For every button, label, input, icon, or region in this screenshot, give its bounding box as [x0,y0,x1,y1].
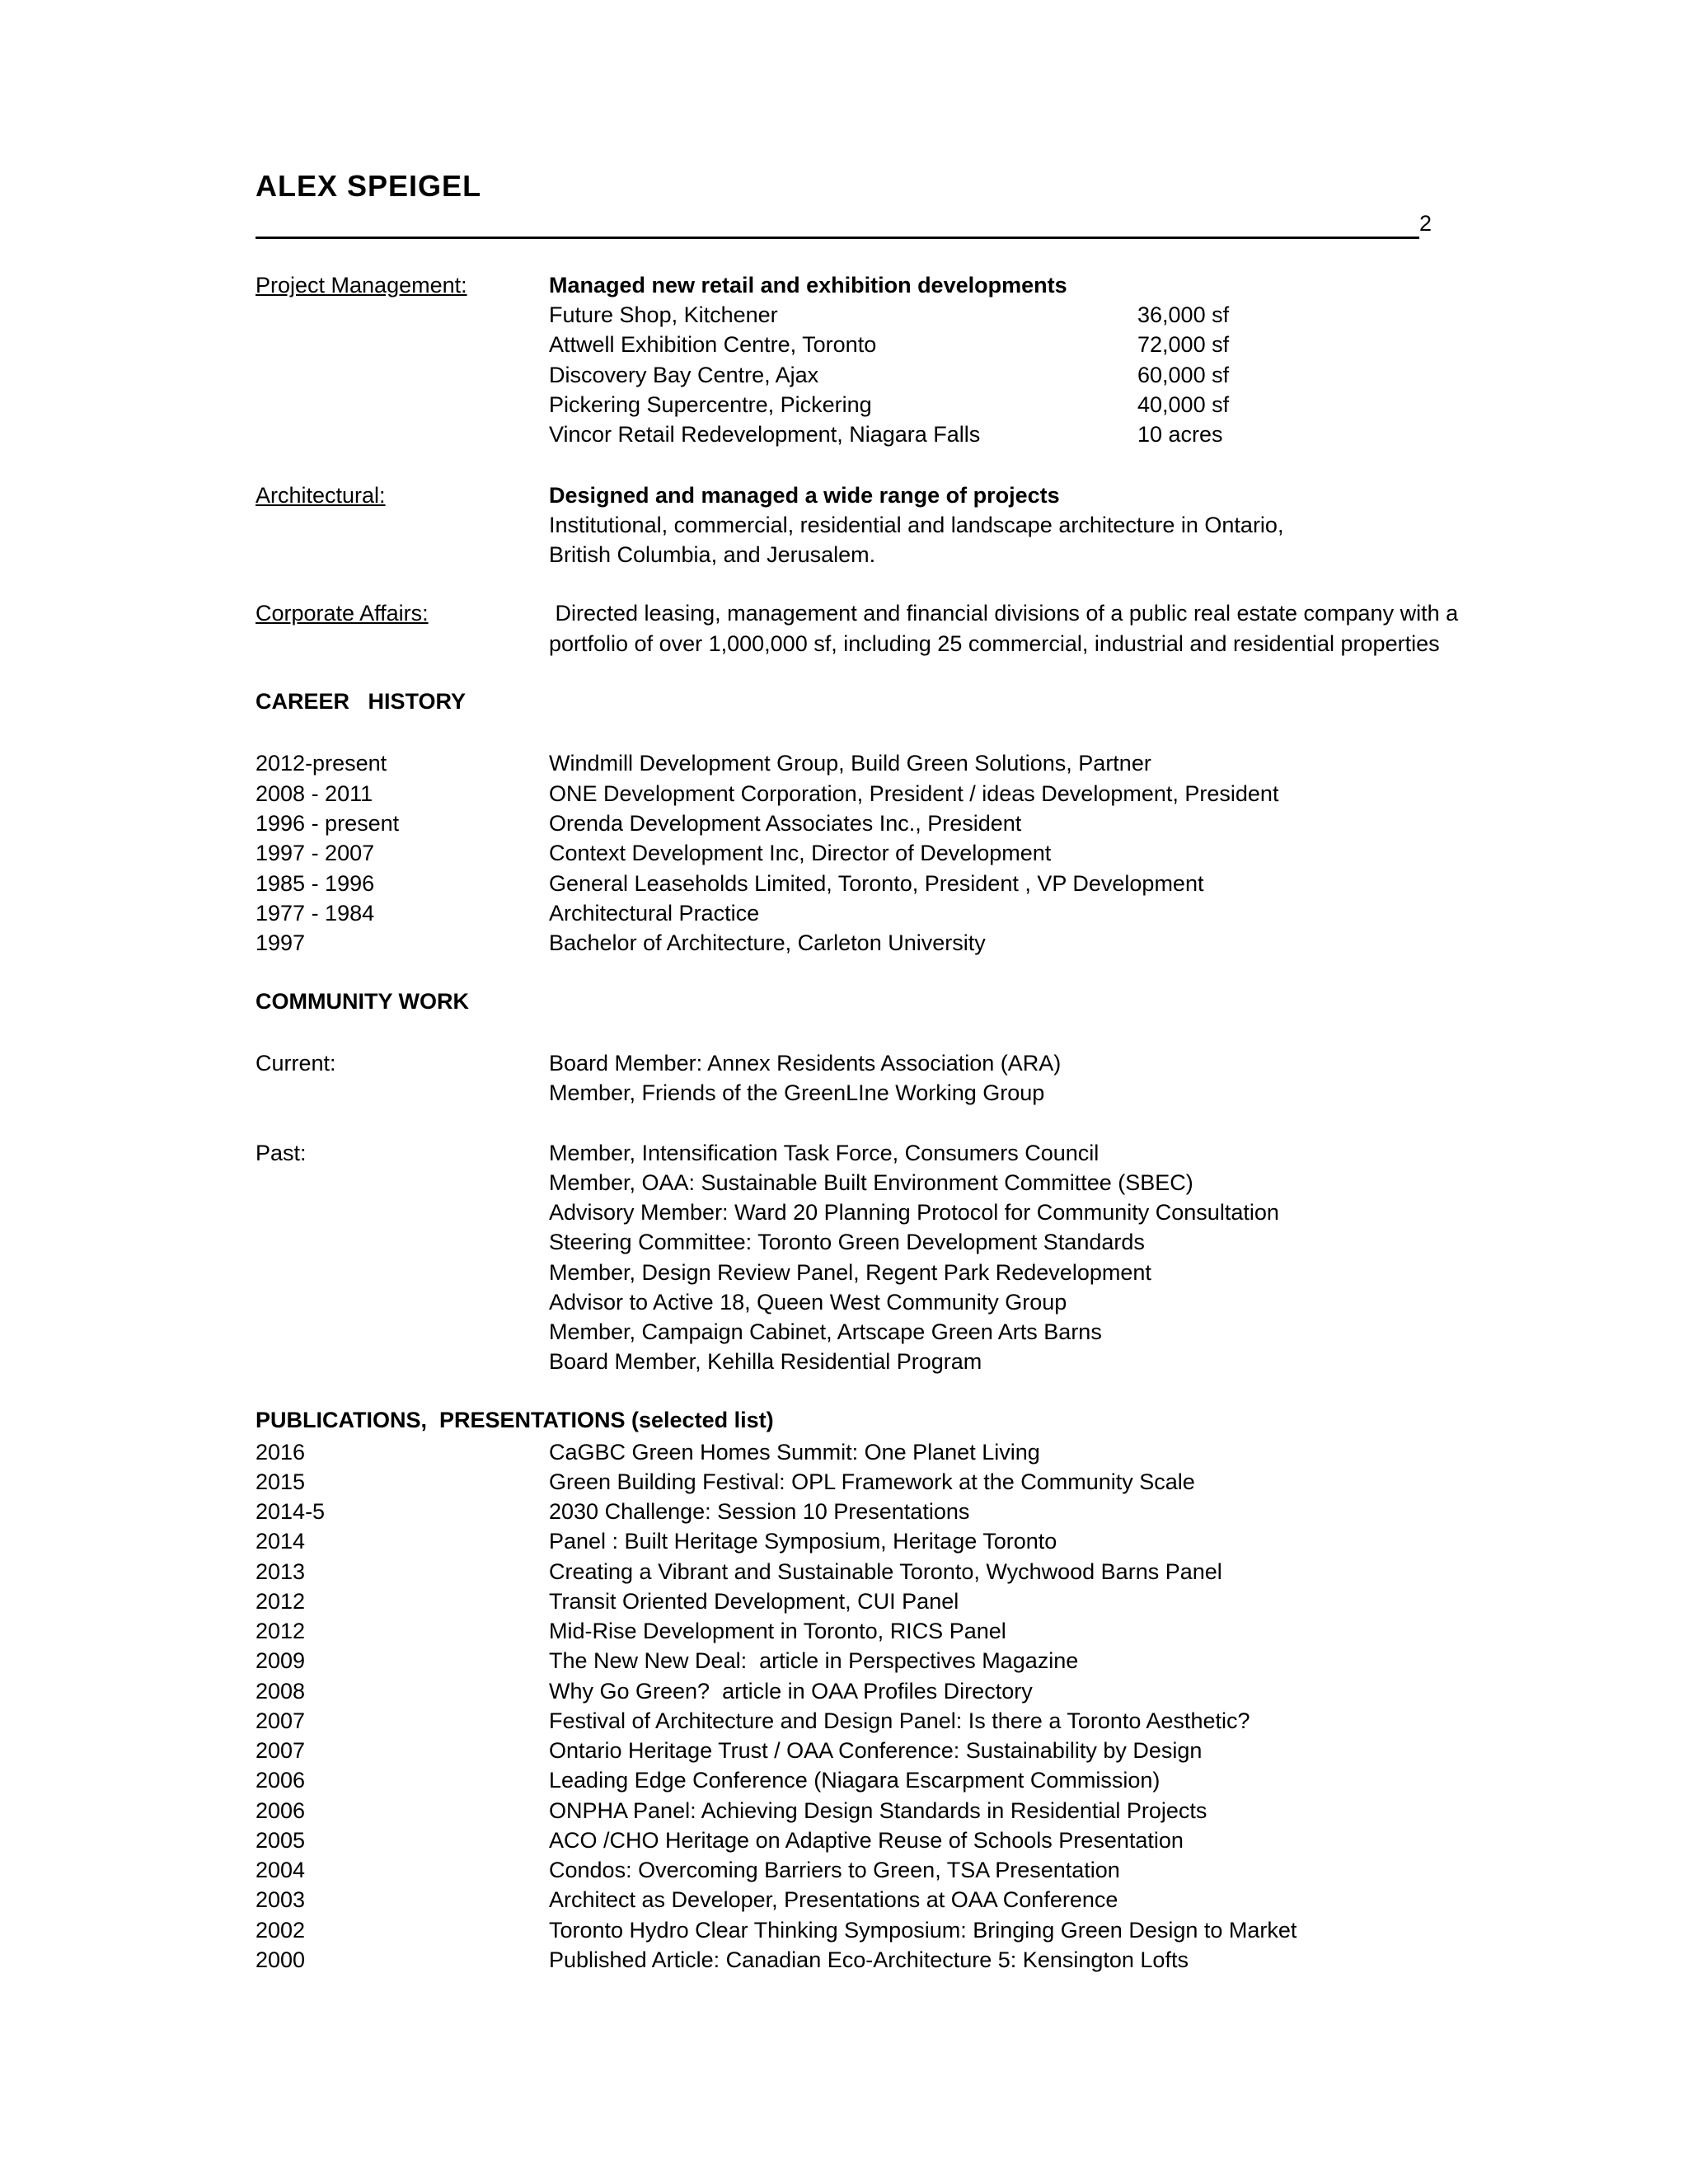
publication-title: 2030 Challenge: Session 10 Presentations [549,1499,970,1524]
publication-year: 2006 [256,1768,306,1793]
career-years: 1996 - present [256,811,400,836]
publication-title: Why Go Green? article in OAA Profiles Directory [549,1679,1033,1704]
publication-title: Creating a Vibrant and Sustainable Toronto, Wychwood Barns Panel [549,1559,1222,1584]
project-item: Attwell Exhibition Centre, Toronto [549,332,877,357]
community-current-label: Current: [256,1051,336,1076]
corporate-affairs-line: Directed leasing, management and financial divisions of a public real estate company with a [549,601,1459,626]
community-past-item: Advisory Member: Ward 20 Planning Protocol for Community Consultation [549,1200,1279,1225]
architectural-line: Institutional, commercial, residential and landscape architecture in Ontario, [549,513,1284,537]
project-item: Vincor Retail Redevelopment, Niagara Falls [549,422,981,447]
publication-title: Green Building Festival: OPL Framework at the Community Scale [549,1469,1195,1494]
publication-year: 2000 [256,1947,306,1972]
publication-year: 2008 [256,1679,306,1704]
architectural-label: Architectural: [256,483,386,508]
career-description: Windmill Development Group, Build Green Solutions, Partner [549,751,1151,776]
publication-title: Condos: Overcoming Barriers to Green, TSA Presentation [549,1858,1120,1882]
community-work-heading: COMMUNITY WORK [256,989,469,1014]
resume-name: ALEX SPEIGEL [256,169,482,203]
career-years: 1997 [256,930,306,955]
publication-title: ACO /CHO Heritage on Adaptive Reuse of Schools Presentation [549,1828,1184,1853]
community-past-item: Member, OAA: Sustainable Built Environment Committee (SBEC) [549,1170,1193,1195]
publication-title: Mid-Rise Development in Toronto, RICS Panel [549,1619,1006,1643]
project-item: Pickering Supercentre, Pickering [549,392,872,417]
project-item-size: 36,000 sf [1137,302,1230,327]
publication-year: 2009 [256,1648,306,1673]
career-description: Context Development Inc, Director of Development [549,841,1052,865]
publication-year: 2012 [256,1619,306,1643]
publication-year: 2007 [256,1708,306,1733]
publication-year: 2005 [256,1828,306,1853]
corporate-affairs-line: portfolio of over 1,000,000 sf, including 25 commercial, industrial and residential properties [549,631,1440,656]
publication-title: CaGBC Green Homes Summit: One Planet Living [549,1440,1040,1465]
publications-heading: PUBLICATIONS, PRESENTATIONS (selected list) [256,1408,774,1432]
publication-title: ONPHA Panel: Achieving Design Standards in Residential Projects [549,1798,1207,1823]
community-past-item: Steering Committee: Toronto Green Development Standards [549,1230,1145,1254]
publication-title: Festival of Architecture and Design Panel: Is there a Toronto Aesthetic? [549,1708,1250,1733]
project-item: Future Shop, Kitchener [549,302,778,327]
career-years: 1997 - 2007 [256,841,375,865]
community-past-label: Past: [256,1141,307,1165]
publication-year: 2015 [256,1469,306,1494]
publication-year: 2004 [256,1858,306,1882]
publication-title: Published Article: Canadian Eco-Architecture 5: Kensington Lofts [549,1947,1189,1972]
publication-title: Ontario Heritage Trust / OAA Conference: Sustainability by Design [549,1738,1203,1763]
career-years: 1985 - 1996 [256,871,375,896]
publication-title: Panel : Built Heritage Symposium, Heritage Toronto [549,1529,1057,1554]
project-item-size: 10 acres [1137,422,1223,447]
publication-year: 2014 [256,1529,306,1554]
publication-year: 2003 [256,1887,306,1912]
project-item-size: 60,000 sf [1137,363,1230,387]
publication-year: 2006 [256,1798,306,1823]
header-rule [256,237,1419,239]
publication-title: Architect as Developer, Presentations at OAA Conference [549,1887,1118,1912]
publication-title: The New New Deal: article in Perspectives Magazine [549,1648,1079,1673]
page-number: 2 [1419,211,1432,236]
publication-year: 2014-5 [256,1499,326,1524]
career-years: 2008 - 2011 [256,781,373,806]
project-item-size: 72,000 sf [1137,332,1230,357]
career-description: ONE Development Corporation, President / ideas Development, President [549,781,1279,806]
architectural-line: British Columbia, and Jerusalem. [549,542,876,567]
career-history-heading: CAREER HISTORY [256,689,467,714]
community-current-item: Board Member: Annex Residents Association (ARA) [549,1051,1062,1076]
career-years: 2012-present [256,751,387,776]
community-past-item: Advisor to Active 18, Queen West Community Group [549,1290,1067,1315]
community-past-item: Board Member, Kehilla Residential Program [549,1349,982,1374]
community-past-item: Member, Design Review Panel, Regent Park Redevelopment [549,1260,1151,1285]
career-years: 1977 - 1984 [256,901,375,926]
publication-year: 2016 [256,1440,306,1465]
publication-title: Transit Oriented Development, CUI Panel [549,1589,959,1614]
publication-year: 2012 [256,1589,306,1614]
publication-title: Leading Edge Conference (Niagara Escarpment Commission) [549,1768,1160,1793]
career-description: General Leaseholds Limited, Toronto, President , VP Development [549,871,1204,896]
career-description: Bachelor of Architecture, Carleton University [549,930,986,955]
project-management-heading: Managed new retail and exhibition developments [549,273,1067,298]
publication-title: Toronto Hydro Clear Thinking Symposium: Bringing Green Design to Market [549,1918,1297,1943]
publication-year: 2013 [256,1559,306,1584]
project-item-size: 40,000 sf [1137,392,1230,417]
community-past-item: Member, Intensification Task Force, Consumers Council [549,1141,1100,1165]
project-item: Discovery Bay Centre, Ajax [549,363,819,387]
community-past-item: Member, Campaign Cabinet, Artscape Green Arts Barns [549,1319,1102,1344]
career-description: Orenda Development Associates Inc., President [549,811,1022,836]
architectural-heading: Designed and managed a wide range of projects [549,483,1060,508]
career-description: Architectural Practice [549,901,760,926]
corporate-affairs-label: Corporate Affairs: [256,601,429,626]
publication-year: 2007 [256,1738,306,1763]
community-current-item: Member, Friends of the GreenLIne Working Group [549,1080,1045,1105]
publication-year: 2002 [256,1918,306,1943]
project-management-label: Project Management: [256,273,467,298]
